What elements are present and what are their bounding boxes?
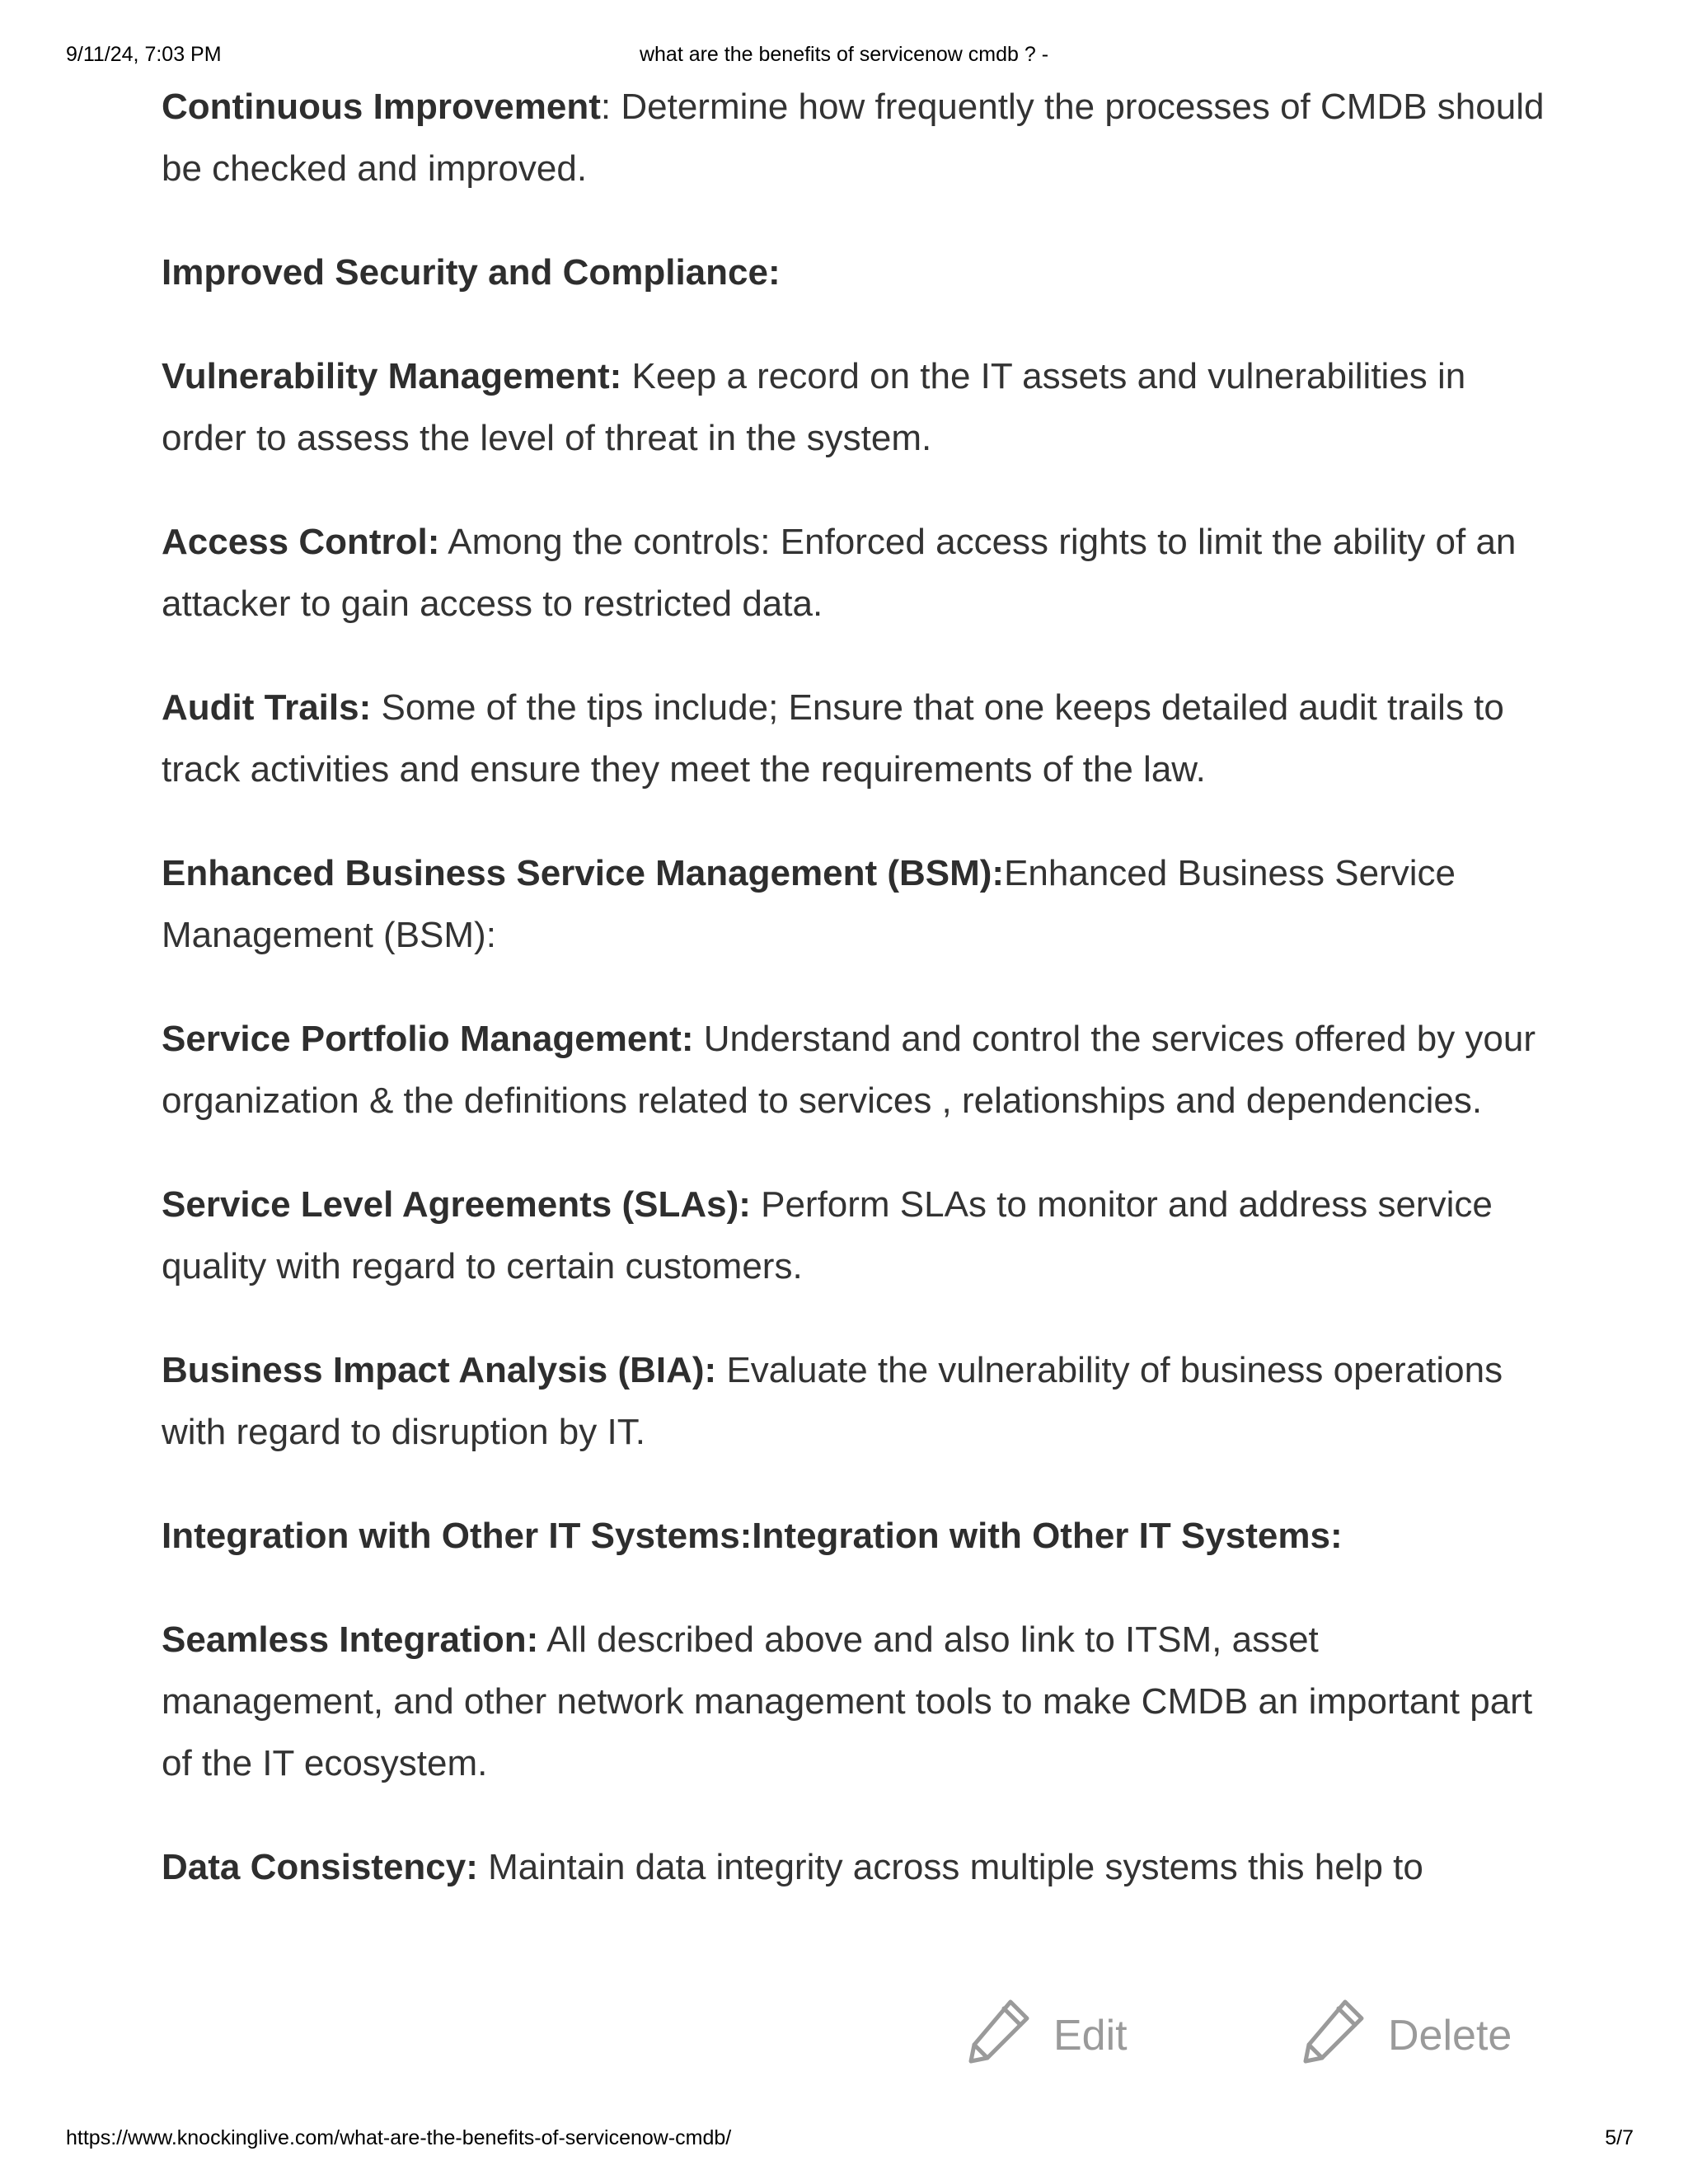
pencil-icon [963, 1994, 1037, 2079]
paragraph-heading: Business Impact Analysis (BIA): [162, 1350, 717, 1390]
paragraph-text: Perform SLAs to monitor and address service quality with regard to certain customers. [162, 1184, 1493, 1286]
paragraph-text: Understand and control the services offered by your organization & the definitions related to services , relationships and dependencies. [162, 1019, 1536, 1121]
paragraph-heading: Continuous Improvement [162, 87, 601, 127]
edit-button[interactable] [963, 1994, 1128, 2077]
paragraph-heading: Improved Security and Compliance: [162, 252, 781, 293]
delete-pencil-svg [1297, 1994, 1372, 2068]
paragraph-bsm [162, 842, 1546, 966]
print-datetime: 9/11/24, 7:03 PM [66, 43, 222, 66]
paragraph-text: Some of the tips include; Ensure that one keeps detailed audit trails to track activities and ensure they meet the requirements of the law. [162, 687, 1504, 790]
paragraph-text: Evaluate the vulnerability of business operations with regard to disruption by IT. [162, 1350, 1503, 1452]
paragraph-vulnerability-management [162, 345, 1546, 469]
paragraph-text: Maintain data integrity across multiple systems this help to [477, 1847, 1423, 1887]
paragraph-heading: Seamless Integration: [162, 1619, 539, 1660]
paragraph-access-control [162, 511, 1546, 635]
paragraph-text: All described above and also link to ITSM, asset management, and other network management tools to make CMDB an important part of the IT ecosystem. [162, 1619, 1533, 1783]
paragraph-bia [162, 1339, 1546, 1463]
paragraph-audit-trails [162, 677, 1546, 800]
paragraph-text: Keep a record on the IT assets and vulnerabilities in order to assess the level of threat in the system. [162, 356, 1466, 458]
print-page-number: 5/7 [1605, 2126, 1634, 2149]
print-page-title: what are the benefits of servicenow cmdb ? - [639, 43, 1049, 66]
delete-label: Delete [1388, 2012, 1512, 2060]
paragraph-text: Among the controls: Enforced access rights to limit the ability of an attacker to gain access to restricted data. [162, 522, 1517, 624]
delete-button[interactable] [1297, 1994, 1512, 2077]
paragraph-seamless-integration [162, 1609, 1546, 1794]
edit-pencil-svg [963, 1994, 1037, 2068]
paragraph-integration-heading [162, 1505, 1546, 1567]
paragraph-heading: Audit Trails: [162, 687, 372, 728]
paragraph-heading: Enhanced Business Service Management (BSM): [162, 853, 1005, 893]
paragraph-heading: Integration with Other IT Systems:Integration with Other IT Systems: [162, 1516, 1343, 1556]
print-footer [0, 2126, 1688, 2151]
paragraph-service-portfolio [162, 1008, 1546, 1132]
paragraph-continuous-improvement [162, 76, 1546, 199]
paragraph-data-consistency [162, 1836, 1546, 1898]
print-header [0, 43, 1688, 68]
edit-label: Edit [1053, 2012, 1128, 2060]
paragraph-slas [162, 1174, 1546, 1297]
paragraph-text: Enhanced Business Service Management (BSM): [162, 853, 1456, 955]
pencil-icon [1297, 1994, 1372, 2079]
post-actions [0, 1994, 1688, 2077]
paragraph-heading: Access Control: [162, 522, 440, 562]
article-body [162, 76, 1546, 1947]
paragraph-heading: Vulnerability Management: [162, 356, 622, 396]
paragraph-security-compliance [162, 241, 1546, 303]
paragraph-heading: Service Portfolio Management: [162, 1019, 694, 1059]
paragraph-heading: Service Level Agreements (SLAs): [162, 1184, 751, 1225]
paragraph-heading: Data Consistency: [162, 1847, 478, 1887]
print-url: https://www.knockinglive.com/what-are-the-benefits-of-servicenow-cmdb/ [66, 2126, 732, 2149]
paragraph-text: : Determine how frequently the processes of CMDB should be checked and improved. [162, 87, 1545, 189]
